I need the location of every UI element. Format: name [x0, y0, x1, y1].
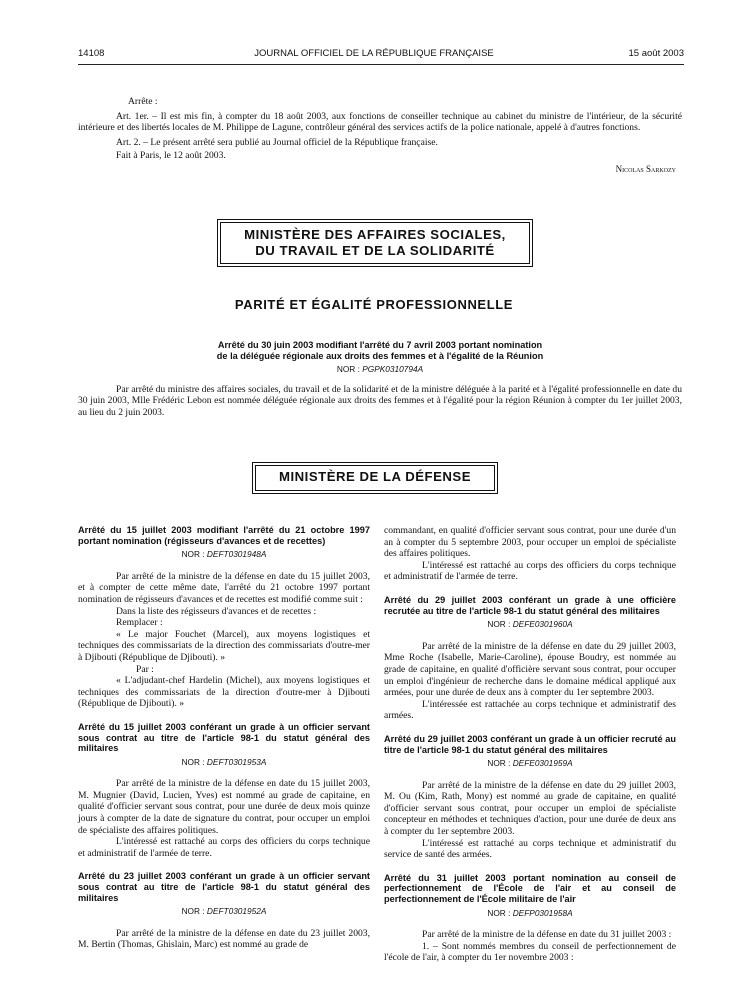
- paragraph: commandant, en qualité d'officier servant sous contrat, pour une durée d'un an à compter du 5 septembre 2003, pour occuper un emploi de spécialiste des affaires politiques.: [384, 525, 676, 560]
- ministry-heading-defense: [252, 462, 498, 494]
- decree-title: Arrêté du 30 juin 2003 modifiant l'arrêté du 7 avril 2003 portant nomination de la déléguée régionale aux droits des femmes et à l'égalité de la Réunion: [216, 340, 544, 361]
- paragraph: Remplacer :: [116, 617, 163, 629]
- paragraph: « Le major Fouchet (Marcel), aux moyens logistiques et techniques des commissariats de la direction des commissariats d'outre-mer à Djibouti (République de Djibouti). »: [78, 628, 370, 663]
- decree-title: Arrêté du 29 juillet 2003 conférant un grade à un officier recruté au titre de l'article 98-1 du statut général des militaires: [384, 733, 676, 755]
- paragraph: Par arrêté de la ministre de la défense en date du 29 juillet 2003, Mme Roche (Isabelle, Marie-Caroline), épouse Boudry, est nommée au grade de capitaine, en qualité d'officière servant sous contrat, pour occuper un emploi d'ingénieur de recherche dans le domaine médical appliqué aux armées, pour une durée de deux ans à compter du 1er septembre 2003.: [384, 640, 676, 699]
- previous-decree-end: [78, 96, 682, 176]
- nor-reference: NOR : PGPK0310794A: [336, 364, 424, 375]
- signature: Nicolas Sarkozy: [615, 163, 676, 174]
- paragraph: Par :: [136, 663, 154, 675]
- issue-date: 15 août 2003: [628, 48, 684, 59]
- paragraph: Par arrêté de la ministre de la défense en date du 31 juillet 2003 :: [422, 929, 672, 941]
- paragraph: L'intéressé est rattaché au corps des officiers du corps technique et administratif de l'armée de terre.: [78, 836, 370, 859]
- paragraph: 1. – Sont nommés membres du conseil de perfectionnement de l'école de l'air, à compter du 1er novembre 2003 :: [384, 940, 676, 964]
- paragraph: Par arrêté de la ministre de la défense en date du 23 juillet 2003, M. Bertin (Thomas, Ghislain, Marc) est nommé au grade de: [78, 927, 370, 951]
- paragraph: L'intéressé est rattaché au corps technique et administratif du service de santé des armées.: [384, 837, 676, 861]
- section-title-parite: PARITÉ ET ÉGALITÉ PROFESSIONNELLE: [234, 297, 514, 312]
- header-rule: [78, 64, 684, 65]
- nor-reference: NOR : DEFT0301948A: [181, 549, 267, 560]
- paragraph: L'intéressée est rattachée au corps technique et administratif des armées.: [384, 698, 676, 722]
- nor-reference: NOR : DEFE0301959A: [487, 758, 573, 769]
- nor-reference: NOR : DEFP0301958A: [487, 907, 573, 918]
- nor-reference: NOR : DEFT0301952A: [181, 906, 267, 917]
- paragraph: Par arrêté de la ministre de la défense en date du 15 juillet 2003, et à compter de cette même date, l'arrêté du 21 octobre 1997 portant nomination de régisseurs d'avances et de recettes est modifié comme suit :: [78, 570, 370, 605]
- ministry-heading-social: [217, 219, 533, 267]
- fait-a-paris: Fait à Paris, le 12 août 2003.: [116, 150, 226, 162]
- paragraph: Par arrêté de la ministre de la défense en date du 15 juillet 2003, M. Mugnier (David, Lucien, Yves) est nommé au grade de capitaine, en qualité d'officier servant sous contrat, pour une durée de deux mois quinze jours à compter de la date de signature du contrat, pour occuper un emploi de spécialiste des affaires politiques.: [78, 778, 370, 836]
- arrete-label: Arrête :: [128, 96, 158, 107]
- nor-reference: NOR : DEFE0301960A: [487, 619, 573, 630]
- decree-title: Arrêté du 31 juillet 2003 portant nomination au conseil de perfectionnement de l'École de l'air et au conseil de perfectionnement de l'École militaire de l'air: [384, 872, 676, 905]
- paragraph: L'intéressé est rattaché au corps des officiers du corps technique et administratif de l'armée de terre.: [384, 559, 676, 583]
- right-column: [384, 525, 676, 964]
- ministry-defense-title: MINISTÈRE DE LA DÉFENSE: [279, 469, 471, 484]
- article-1: Art. 1er. – Il est mis fin, à compter du 18 août 2003, aux fonctions de conseiller technique au cabinet du ministre de l'intérieur, de la sécurité intérieure et des libertés locales de M. Philippe de Lagune, contrôleur général des services actifs de la police nationale, appelé à d'autres fonctions.: [78, 110, 682, 134]
- ministry-line-2: DU TRAVAIL ET DE LA SOLIDARITÉ: [255, 243, 495, 258]
- decree-title: Arrêté du 29 juillet 2003 conférant un grade à une officière recrutée au titre de l'article 98-1 du statut général des militaires: [384, 594, 676, 616]
- decree-title: Arrêté du 15 juillet 2003 modifiant l'arrêté du 21 octobre 1997 portant nomination (régisseurs d'avances et de recettes): [78, 525, 370, 546]
- paragraph: « L'adjudant-chef Hardelin (Michel), aux moyens logistiques et techniques des commissariats de la direction d'outre-mer à Djibouti (République de Djibouti). »: [78, 675, 370, 710]
- paragraph: Dans la liste des régisseurs d'avances et de recettes :: [116, 605, 317, 617]
- page-number: 14108: [78, 48, 105, 59]
- journal-title: JOURNAL OFFICIEL DE LA RÉPUBLIQUE FRANÇAISE: [254, 48, 494, 59]
- nor-reference: NOR : DEFT0301953A: [181, 756, 267, 767]
- parite-decree: [78, 340, 682, 419]
- left-column: [78, 525, 370, 951]
- article-2: Art. 2. – Le présent arrêté sera publié au Journal officiel de la République française.: [116, 136, 438, 148]
- decree-title: Arrêté du 15 juillet 2003 conférant un grade à un officier servant sous contrat au titre de l'article 98-1 du statut général des militaires: [78, 721, 370, 754]
- nor-code: PGPK0310794A: [362, 364, 424, 375]
- page-header: [0, 48, 748, 62]
- ministry-line-1: MINISTÈRE DES AFFAIRES SOCIALES,: [244, 227, 506, 242]
- paragraph: Par arrêté de la ministre de la défense en date du 29 juillet 2003, M. Ou (Kim, Rath, Mony) est nommé au grade de capitaine, en qualité d'officier servant sous contrat, pour occuper un emploi de spécialiste concepteur en méthodes et techniques d'action, pour une durée de deux ans à compter du 1er septembre 2003.: [384, 779, 676, 838]
- decree-body: Par arrêté du ministre des affaires sociales, du travail et de la solidarité et de la ministre déléguée à la parité et à l'égalité professionnelle en date du 30 juin 2003, Mlle Frédéric Lebon est nommée déléguée régionale aux droits des femmes et à l'égalité pour la région Réunion à compter du 1er juillet 2003, au lieu du 2 juin 2003.: [78, 383, 682, 418]
- decree-title: Arrêté du 23 juillet 2003 conférant un grade à un officier servant sous contrat au titre de l'article 98-1 du statut général des militaires: [78, 871, 370, 903]
